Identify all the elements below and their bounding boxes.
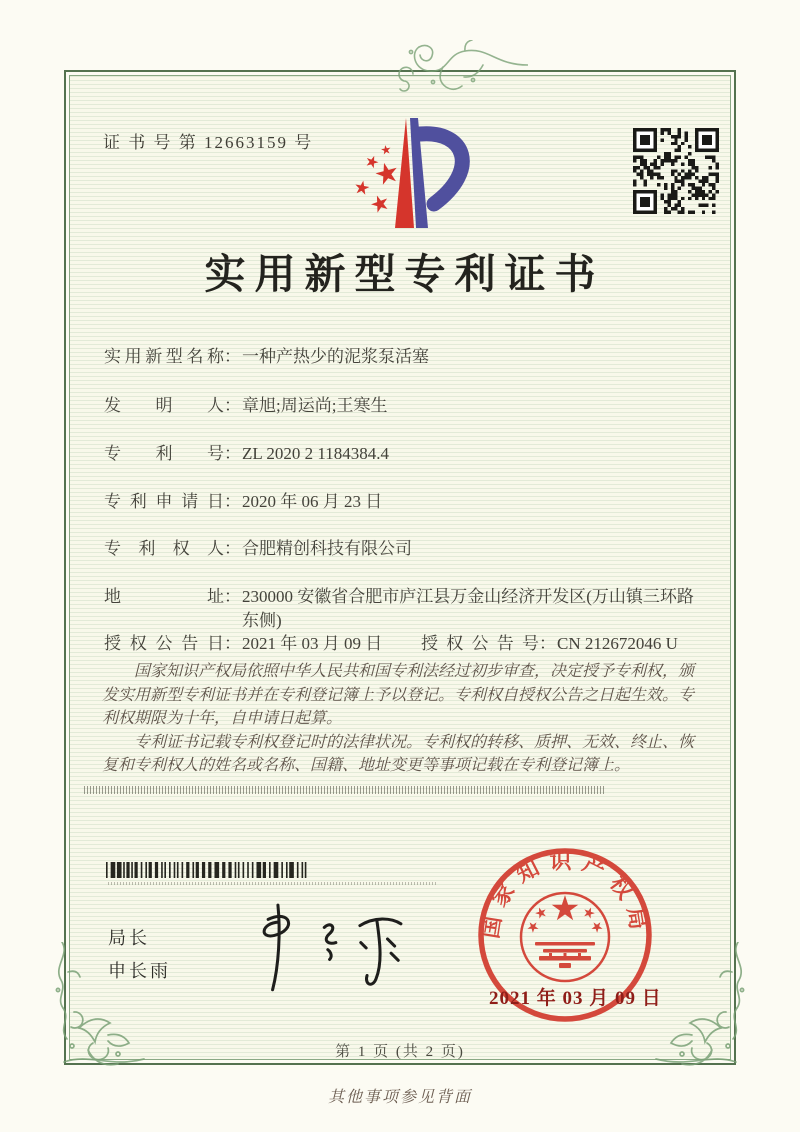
field-row-name: 实用新型名称 ： 一种产热少的泥浆泵活塞 — [104, 345, 704, 369]
commissioner-title: 局长 — [108, 928, 150, 948]
page-number: 第 1 页 (共 2 页) — [335, 1044, 465, 1060]
field-value: 一种产热少的泥浆泵活塞 — [242, 347, 429, 366]
legal-paragraph-1: 国家知识产权局依照中华人民共和国专利法经过初步审查，决定授予专利权，颁发实用新型专利证书并在专利登记簿上予以登记。专利权自授权公告之日起生效。专利权期限为十年，自申请日起算。 — [102, 663, 695, 727]
certificate-number: 证 书 号 第 12663159 号 — [103, 133, 314, 152]
field-row-filing-date: 专利申请日 ： 2020 年 06 月 23 日 — [104, 490, 704, 514]
legal-paragraph-2: 专利证书记载专利权登记时的法律状况。专利权的转移、质押、无效、终止、恢复和专利权人的姓名或名称、国籍、地址变更等事项记载在专利登记簿上。 — [102, 733, 695, 774]
field-value: 合肥精创科技有限公司 — [242, 539, 412, 558]
qr-code — [633, 128, 719, 214]
microprint-line-2 — [108, 882, 438, 885]
field-label: 实用新型名称 — [104, 347, 224, 366]
field-label: 发明人 — [104, 396, 224, 415]
field-value: 2020 年 06 月 23 日 — [242, 492, 383, 511]
field-value: 章旭;周运尚;王寒生 — [242, 396, 388, 415]
back-side-note: 其他事项参见背面 — [327, 1089, 472, 1106]
field-row-grant: 授权公告日 ： 2021 年 03 月 09 日 授权公告号 ： CN 212672046 U — [104, 632, 704, 656]
seal-ring-text: 国家知识产权局 — [477, 848, 653, 941]
field-value: CN 212672046 U — [557, 634, 678, 653]
field-row-patent-no: 专利号 ： ZL 2020 2 1184384.4 — [104, 442, 704, 466]
cnipa-logo — [338, 112, 474, 238]
field-label: 专利号 — [104, 444, 224, 463]
field-label: 专利权人 — [104, 539, 224, 558]
field-value: 2021 年 03 月 09 日 — [242, 634, 383, 653]
logo-p-bowl — [420, 134, 462, 204]
field-value: 230000 安徽省合肥市庐江县万金山经济开发区(万山镇三环路东侧) — [242, 587, 694, 630]
commissioner-name: 申长雨 — [108, 961, 171, 981]
certificate-title: 实用新型专利证书 — [204, 251, 605, 297]
field-label: 授权公告日 — [104, 634, 224, 653]
commissioner-signature — [233, 898, 428, 996]
field-value: ZL 2020 2 1184384.4 — [242, 444, 390, 463]
field-row-patentee: 专利权人 ： 合肥精创科技有限公司 — [104, 537, 704, 561]
barcode — [106, 862, 308, 878]
microprint-line — [84, 786, 604, 794]
seal-date: 2021 年 03 月 09 日 — [489, 988, 662, 1009]
field-label: 授权公告号 — [421, 634, 539, 653]
field-row-inventors: 发明人 ： 章旭;周运尚;王寒生 — [104, 394, 704, 418]
legal-text — [102, 660, 704, 778]
field-label: 地址 — [104, 587, 224, 606]
field-row-address: 地址 ： 230000 安徽省合肥市庐江县万金山经济开发区(万山镇三环路东侧) — [104, 585, 704, 633]
field-label: 专利申请日 — [104, 492, 224, 511]
seal-emblem — [521, 893, 609, 981]
logo-stars — [354, 144, 400, 214]
